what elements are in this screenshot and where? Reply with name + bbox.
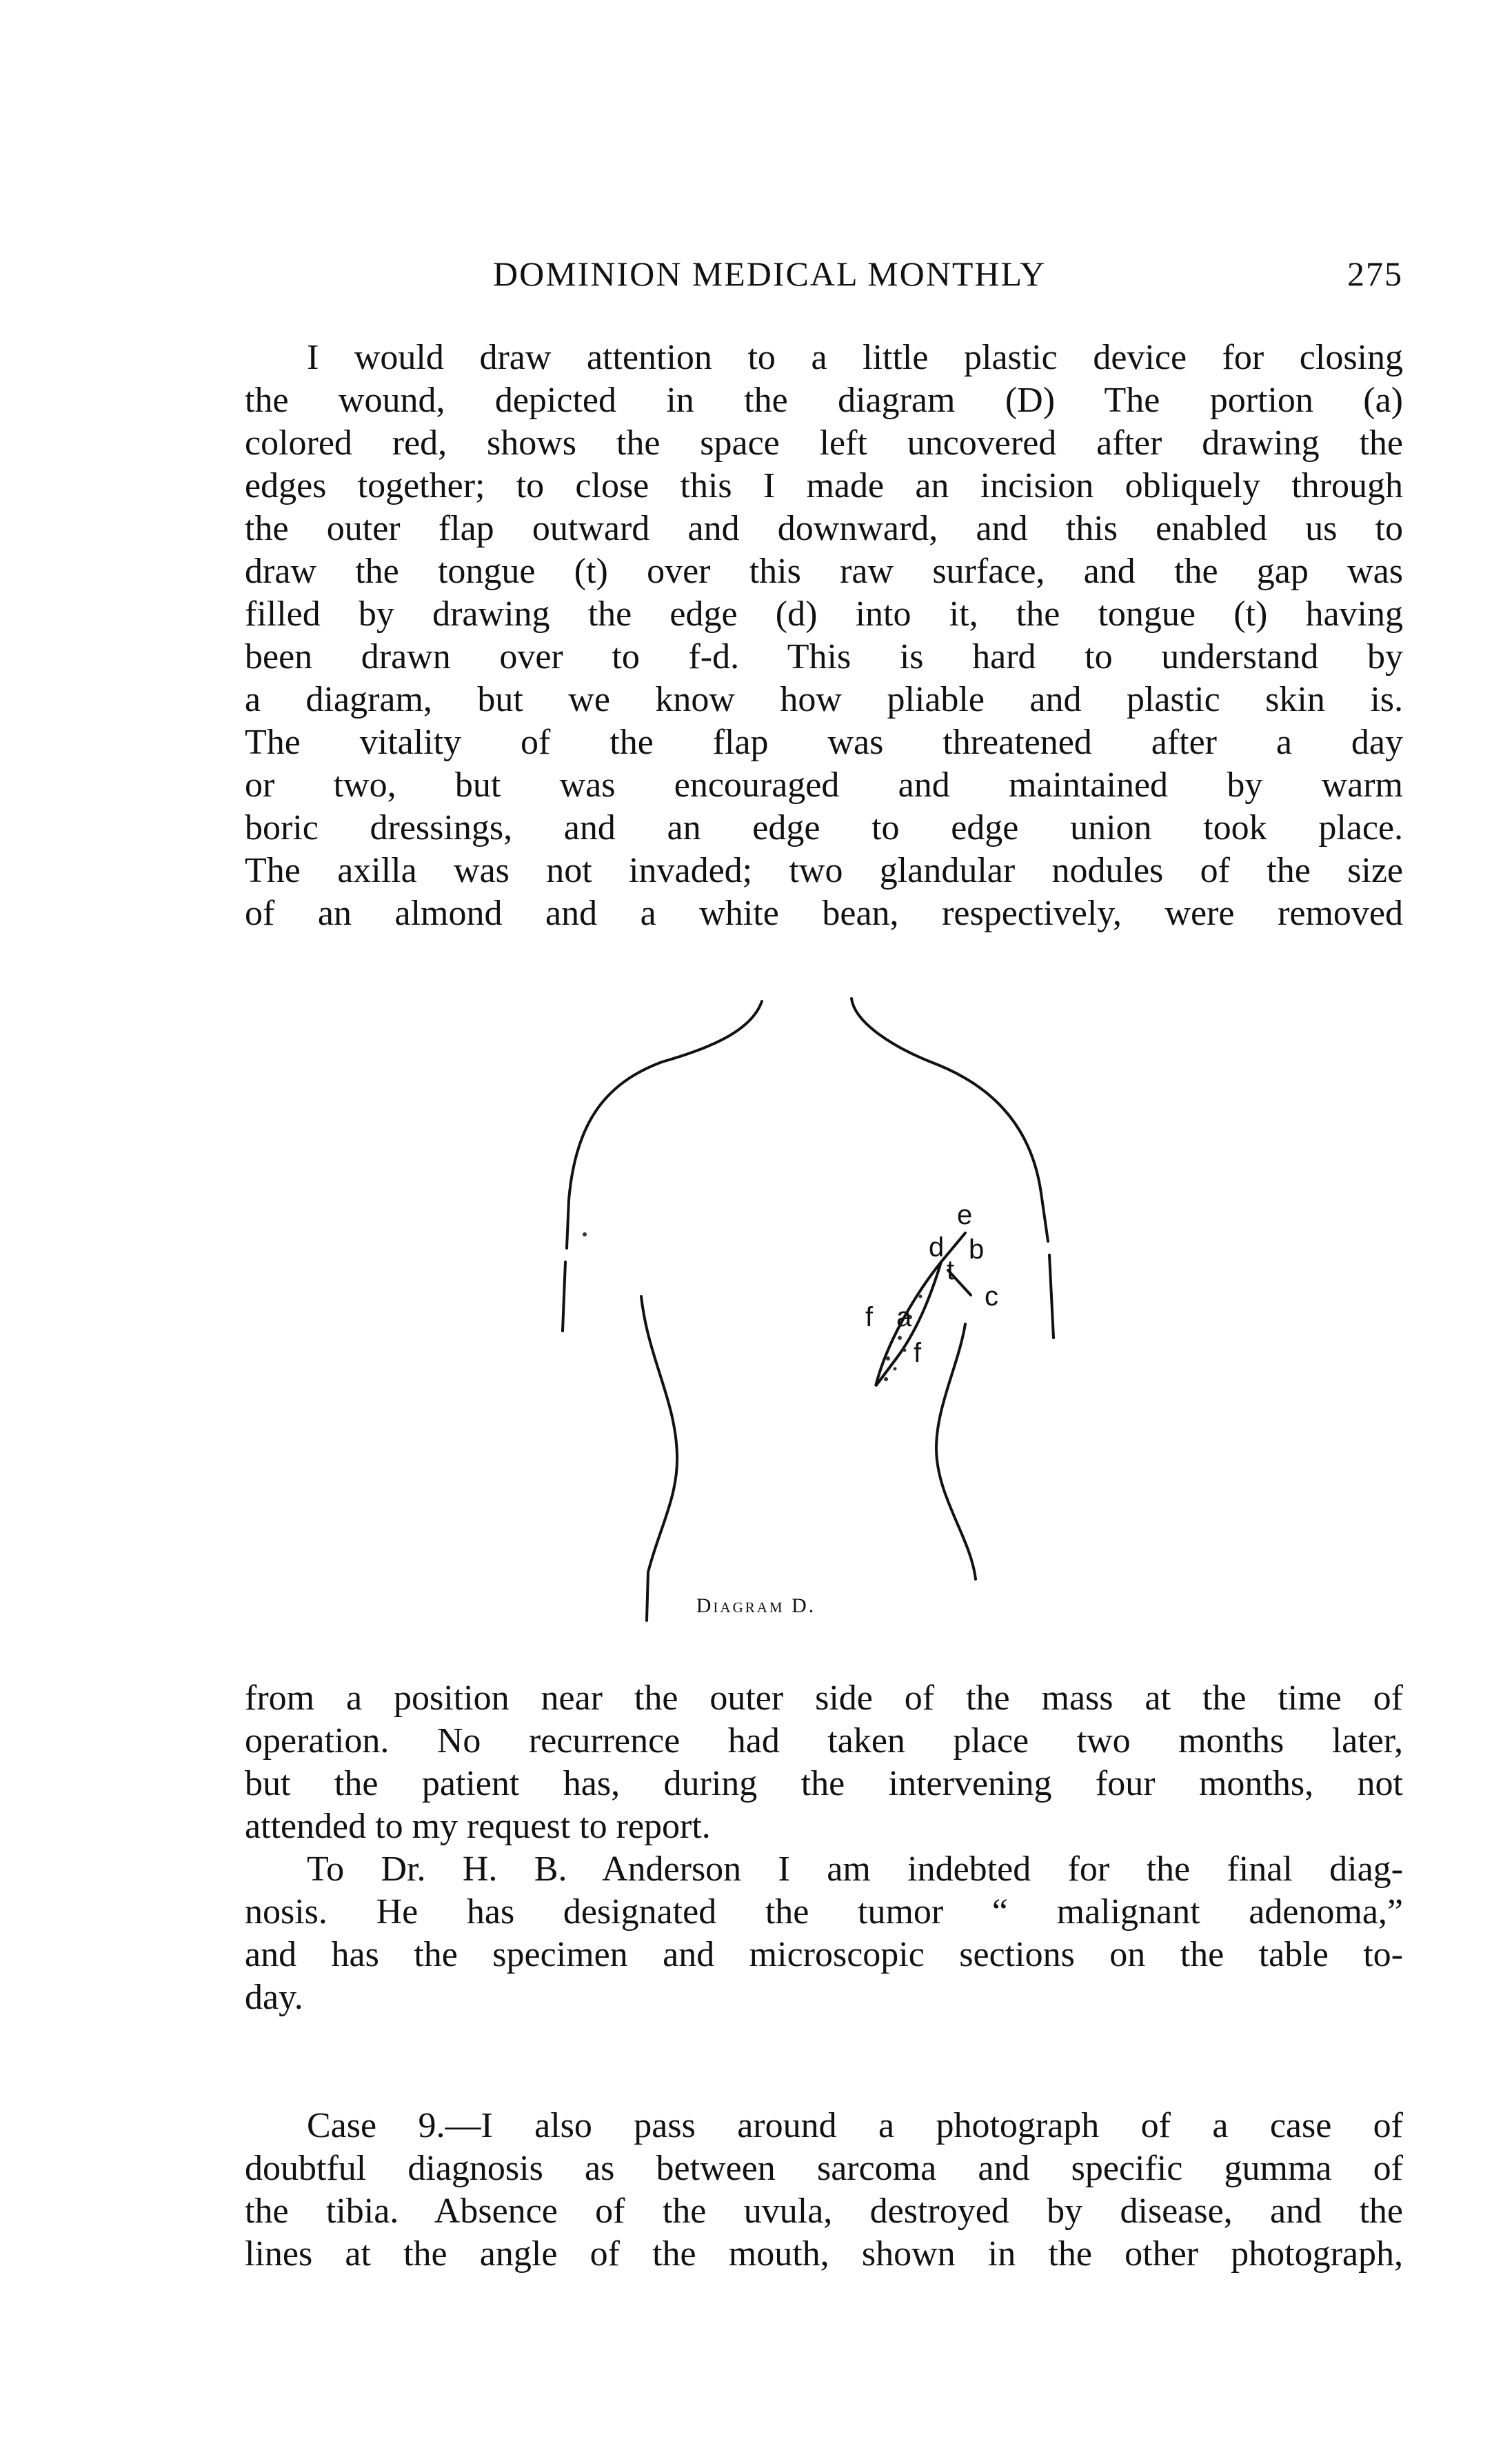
label-d: d xyxy=(929,1232,945,1263)
label-t: t xyxy=(947,1255,955,1285)
left-flank-outline xyxy=(641,1296,677,1621)
paragraph-wound-closure xyxy=(245,337,1403,935)
label-f-left: f xyxy=(865,1302,874,1332)
left-arm-outline xyxy=(563,1262,565,1331)
label-b: b xyxy=(969,1234,985,1265)
text-line: The vitality of the flap was threatened after a day xyxy=(245,723,1403,762)
text-line: of an almond and a white bean, respectively, were removed xyxy=(245,894,1403,933)
right-neck-shoulder-outline xyxy=(851,999,1048,1241)
right-flank-outline xyxy=(936,1324,976,1579)
text-line: I would draw attention to a little plastic device for closing xyxy=(307,338,1403,377)
paragraph-case-9 xyxy=(245,2105,1403,2276)
label-e: e xyxy=(957,1200,973,1230)
text-line: colored red, shows the space left uncovered after drawing the xyxy=(245,423,1403,463)
text-line: a diagram, but we know how pliable and plastic skin is. xyxy=(245,680,1403,719)
text-line: The axilla was not invaded; two glandular nodules of the size xyxy=(245,851,1403,890)
text-line: but the patient has, during the intervening four months, not xyxy=(245,1764,1403,1803)
text-line: attended to my request to report. xyxy=(245,1807,711,1846)
text-line: day. xyxy=(245,1978,303,2017)
text-line: To Dr. H. B. Anderson I am indebted for the final diag- xyxy=(307,1849,1403,1889)
text-line: and has the specimen and microscopic sections on the table to- xyxy=(245,1935,1403,1974)
text-line: the tibia. Absence of the uvula, destroyed by disease, and the xyxy=(245,2192,1403,2231)
text-line: boric dressings, and an edge to edge union took place. xyxy=(245,808,1403,848)
label-c: c xyxy=(985,1281,998,1312)
text-line: or two, but was encouraged and maintained by warm xyxy=(245,765,1403,805)
label-a: a xyxy=(896,1302,912,1332)
caption-text: Diagram D. xyxy=(696,1594,816,1617)
label-f-bottom: f xyxy=(914,1338,922,1368)
text-line: been drawn over to f-d. This is hard to understand by xyxy=(245,637,1403,676)
diagram-d-figure xyxy=(510,972,1103,1634)
text-line: edges together; to close this I made an incision obliquely through xyxy=(245,466,1403,505)
text-line: the outer flap outward and downward, and this enabled us to xyxy=(245,509,1403,548)
right-arm-outline xyxy=(1049,1255,1054,1338)
text-line: operation. No recurrence had taken place two months later, xyxy=(245,1721,1403,1761)
figure-caption xyxy=(0,1594,1512,1618)
running-title: DOMINION MEDICAL MONTHLY xyxy=(493,254,1047,293)
torso-diagram xyxy=(510,972,1103,1634)
page-number: 275 xyxy=(1347,254,1403,293)
text-line: lines at the angle of the mouth, shown in the other photograph, xyxy=(245,2234,1403,2274)
text-line: the wound, depicted in the diagram (D) The portion (a) xyxy=(245,381,1403,420)
text-line: nosis. He has designated the tumor “ malignant adenoma,” xyxy=(245,1892,1403,1932)
text-line: draw the tongue (t) over this raw surface, and the gap was xyxy=(245,552,1403,591)
text-line: Case 9.—I also pass around a photograph of a case of xyxy=(307,2106,1403,2145)
paragraph-diagnosis xyxy=(245,1848,1403,2019)
text-line: doubtful diagnosis as between sarcoma and specific gumma of xyxy=(245,2149,1403,2188)
paragraph-recurrence xyxy=(245,1677,1403,1848)
text-line: filled by drawing the edge (d) into it, the tongue (t) having xyxy=(245,594,1403,634)
running-head xyxy=(245,254,1403,295)
left-neck-shoulder-outline xyxy=(567,1001,762,1248)
text-line: from a position near the outer side of the mass at the time of xyxy=(245,1678,1403,1718)
